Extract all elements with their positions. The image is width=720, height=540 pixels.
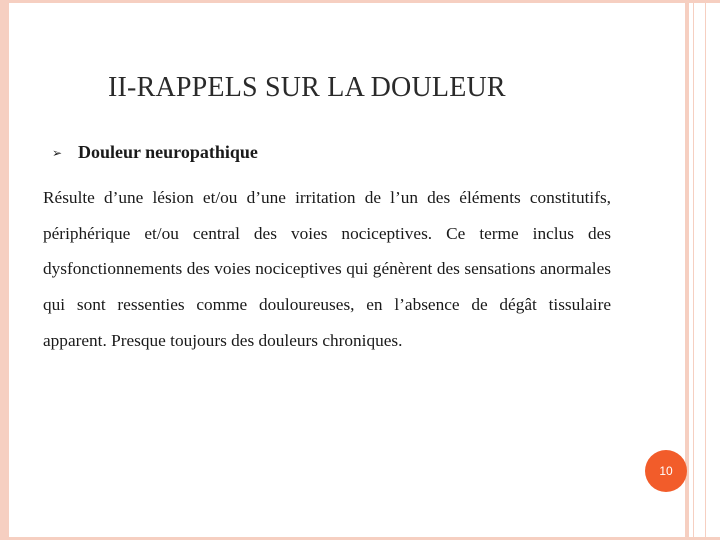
page-number-badge: 10	[645, 450, 687, 492]
slide-border-top	[0, 0, 720, 3]
slide-border-left	[0, 0, 9, 540]
body-paragraph: Résulte d’une lésion et/ou d’une irritation de l’un des éléments constitutifs, périphérique et/ou central des voies nociceptives. Ce terme inclus des dysfonctionnements des voies nociceptives qui génèrent des sensations anormales qui sont ressenties comme douloureuses, en l’absence de dégât tissulaire apparent. Presque toujours des douleurs chroniques.	[43, 188, 611, 350]
slide-border-right	[685, 0, 689, 540]
bullet-label: Douleur neuropathique	[78, 142, 258, 162]
slide-border-right-line-outer	[705, 0, 706, 540]
slide-border-right-line	[693, 0, 694, 540]
slide-title: II-RAPPELS SUR LA DOULEUR	[108, 72, 506, 103]
bullet-item	[52, 142, 258, 163]
arrow-bullet-icon: ➢	[52, 145, 63, 160]
